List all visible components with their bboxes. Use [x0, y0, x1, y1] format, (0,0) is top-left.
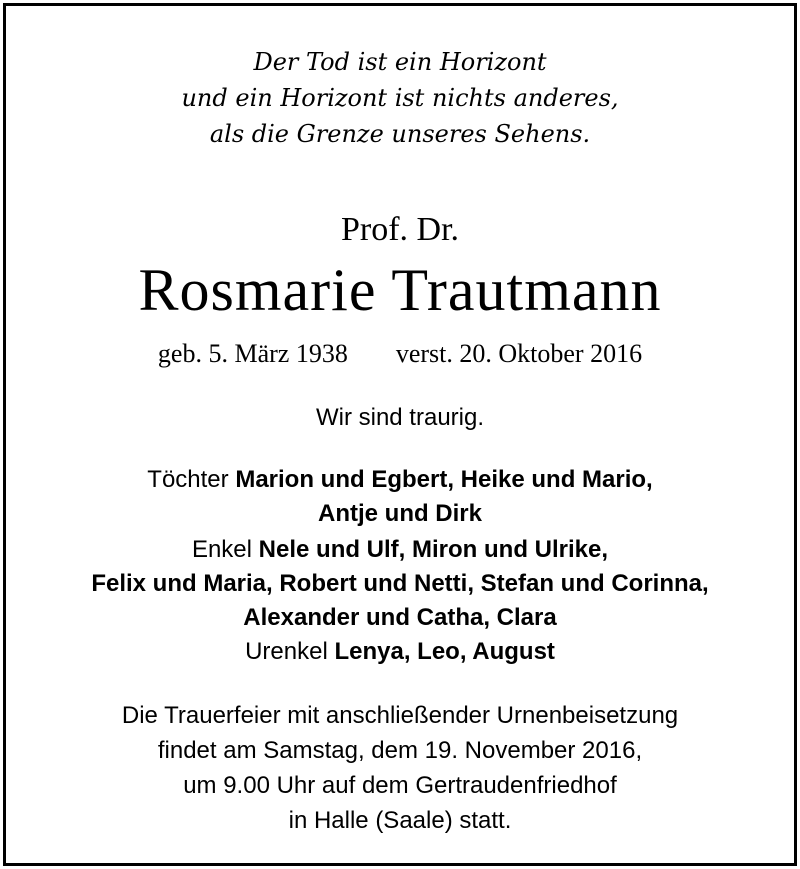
grandchildren-line-2: Felix und Maria, Robert und Netti, Stefan und Corinna, — [91, 570, 709, 597]
great-grandchildren-label: Urenkel — [245, 638, 328, 665]
daughters-names: Marion und Egbert, Heike und Mario, — [235, 466, 653, 493]
daughters-label: Töchter — [147, 466, 229, 493]
deceased-name: Rosmarie Trautmann — [138, 257, 662, 323]
quote-line-3: als die Grenze unseres Sehens. — [209, 120, 591, 148]
birth-date: geb. 5. März 1938 — [157, 339, 348, 368]
grandchildren-names: Nele und Ulf, Miron und Ulrike, — [258, 536, 609, 563]
quote-line-2: und ein Horizont ist nichts anderes, — [181, 84, 619, 112]
funeral-line-3: um 9.00 Uhr auf dem Gertraudenfriedhof — [183, 772, 617, 799]
grandchildren-line-1 — [6, 536, 794, 564]
death-date: verst. 20. Oktober 2016 — [395, 339, 643, 368]
quote-line-1: Der Tod ist ein Horizont — [253, 48, 547, 76]
funeral-line-4: in Halle (Saale) statt. — [288, 807, 512, 834]
funeral-line-2: findet am Samstag, dem 19. November 2016, — [157, 737, 643, 764]
academic-title: Prof. Dr. — [340, 211, 460, 248]
great-grandchildren-line — [6, 638, 794, 666]
funeral-line-1: Die Trauerfeier mit anschließender Urnenbeisetzung — [121, 702, 679, 729]
sorrow-statement: Wir sind traurig. — [315, 404, 485, 431]
daughters-line-2: Antje und Dirk — [317, 500, 482, 527]
obituary-notice — [3, 3, 797, 866]
grandchildren-line-3: Alexander und Catha, Clara — [243, 604, 557, 631]
great-grandchildren-names: Lenya, Leo, August — [334, 638, 555, 665]
daughters-line-1 — [6, 466, 794, 494]
grandchildren-label: Enkel — [191, 536, 252, 563]
life-dates — [6, 339, 794, 369]
